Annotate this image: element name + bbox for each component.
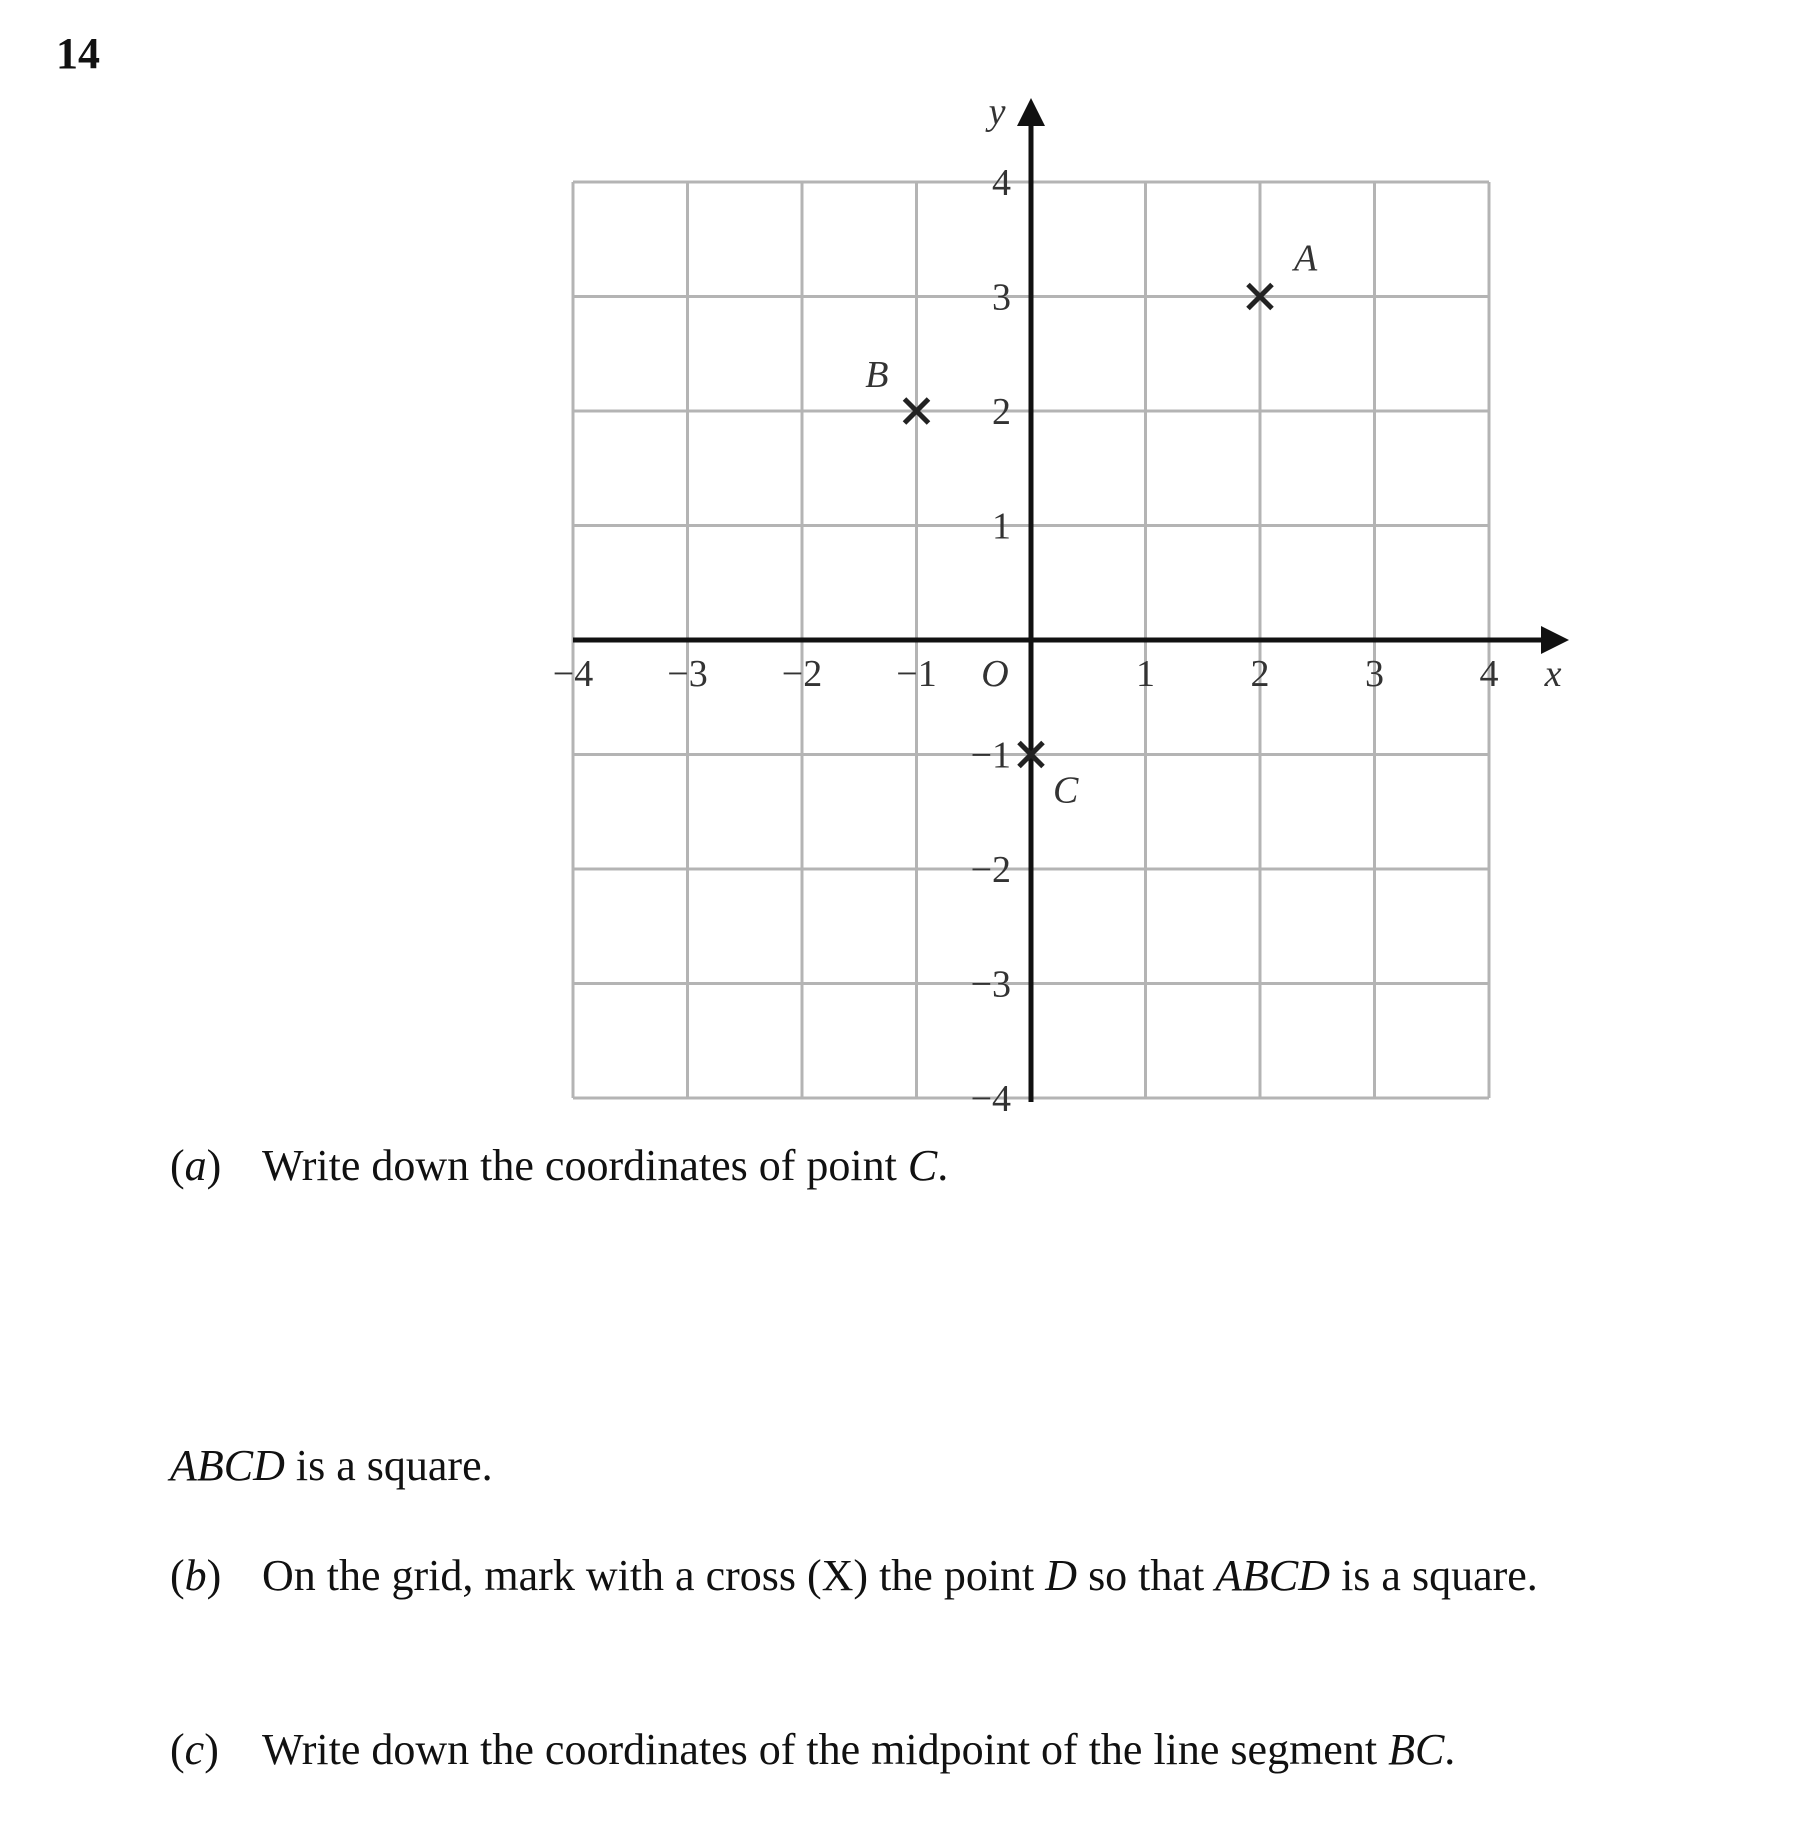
y-tick-label: −3 <box>970 963 1011 1006</box>
x-tick-label: 2 <box>1250 653 1270 695</box>
y-tick-label: 3 <box>992 276 1011 319</box>
x-tick-label: 1 <box>1136 653 1155 695</box>
x-tick-label: −2 <box>781 653 823 695</box>
y-tick-label: 4 <box>992 162 1011 204</box>
y-axis-label: y <box>988 91 1006 133</box>
y-tick-label: −4 <box>970 1078 1011 1120</box>
part-c-label: (c) <box>170 1725 219 1774</box>
point-a-label: A <box>1294 237 1318 280</box>
x-tick-label: 4 <box>1479 653 1499 695</box>
x-tick-label: −4 <box>552 653 594 695</box>
y-tick-label: 2 <box>992 391 1011 433</box>
x-tick-label: 3 <box>1365 653 1384 695</box>
part-c-text: Write down the coordinates of the midpoint of the line segment <box>262 1725 1389 1774</box>
part-a-text: Write down the coordinates of point <box>262 1141 908 1190</box>
part-c: (c) Write down the coordinates of the midpoint of the line segment BC. <box>170 1725 1456 1774</box>
y-tick-label: −2 <box>970 849 1011 891</box>
part-a-label: (a) <box>170 1141 222 1190</box>
statement-text: is a square. <box>284 1441 493 1490</box>
y-tick-label: −1 <box>970 734 1011 777</box>
point-c-label: C <box>1053 769 1079 812</box>
y-tick-label: 1 <box>992 505 1011 548</box>
x-tick-label: −1 <box>896 653 937 695</box>
x-tick-label: −3 <box>667 653 708 695</box>
question-number: 14 <box>56 29 100 78</box>
part-a-var: C <box>907 1141 938 1190</box>
statement-var: ABCD <box>170 1441 285 1490</box>
x-axis-label: x <box>1544 653 1562 695</box>
origin-label: O <box>981 653 1009 695</box>
y-axis-arrow-icon <box>1017 98 1045 126</box>
square-statement <box>170 1440 493 1491</box>
part-c-var: BC <box>1388 1725 1445 1774</box>
x-axis-arrow-icon <box>1541 626 1569 654</box>
part-b-label: (b) <box>170 1551 222 1600</box>
point-b-label: B <box>865 354 889 396</box>
part-b: (b) On the grid, mark with a cross (X) the point D so that ABCD is a square. <box>170 1551 1538 1600</box>
part-a: (a) Write down the coordinates of point C. <box>170 1141 949 1190</box>
